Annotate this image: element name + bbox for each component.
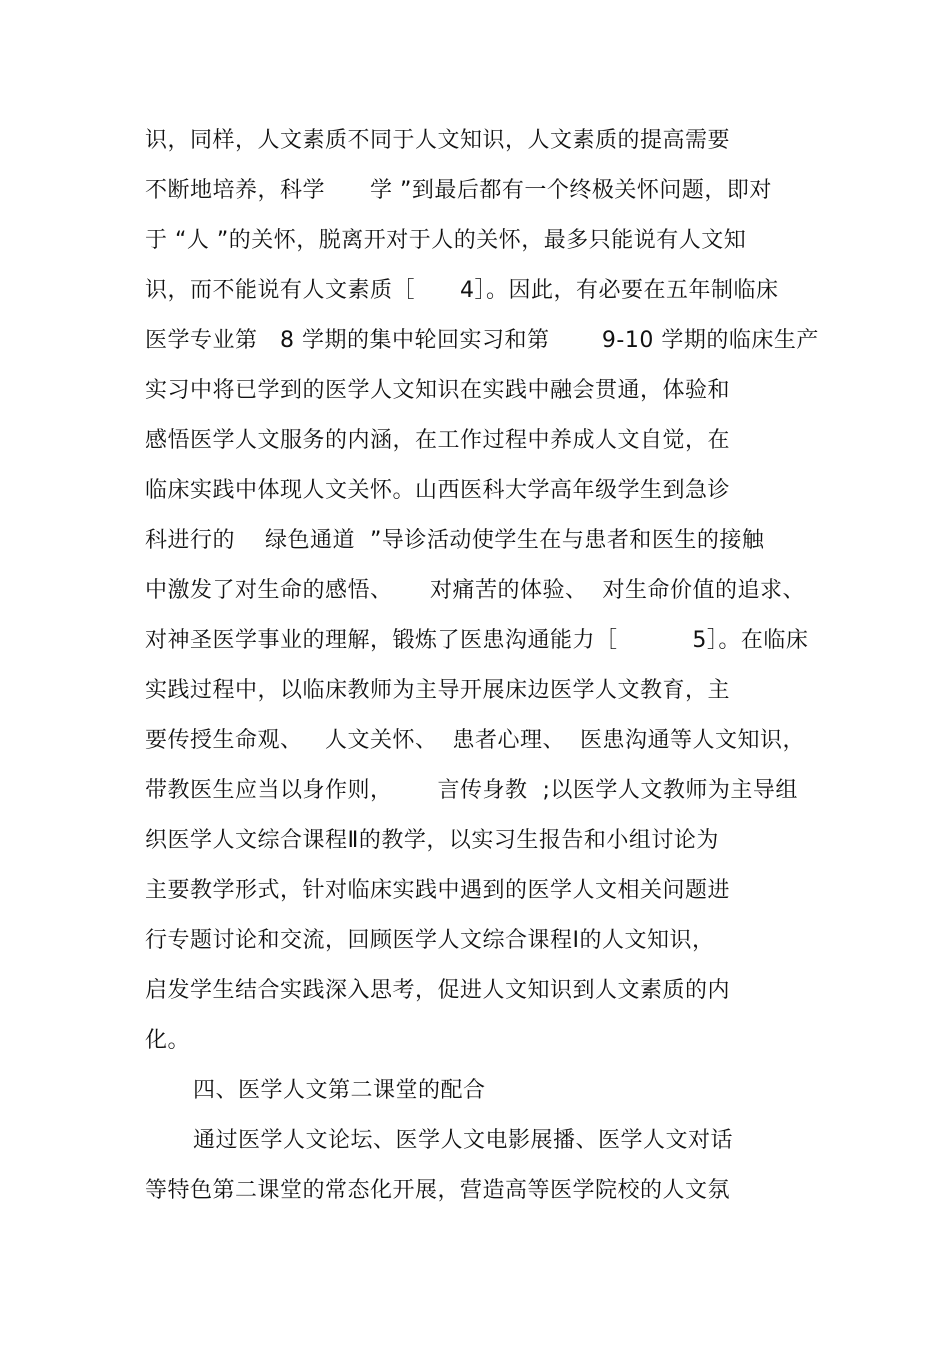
paragraph-line: 织医学人文综合课程Ⅱ的教学，以实习生报告和小组讨论为 (145, 828, 719, 853)
paragraph-line: 中激发了对生命的感悟、 对痛苦的体验、 对生命价值的追求、 (145, 578, 805, 603)
paragraph-line: 要传授生命观、 人文关怀、 患者心理、 医患沟通等人文知识， (145, 728, 805, 753)
paragraph-line: 实践过程中，以临床教师为主导开展床边医学人文教育，主 (145, 678, 731, 703)
paragraph-line: 启发学生结合实践深入思考，促进人文知识到人文素质的内 (145, 978, 731, 1003)
paragraph-line: 识，而不能说有人文素质［ 4］。因此，有必要在五年制临床 (145, 278, 779, 303)
paragraph-line: 主要教学形式，针对临床实践中遇到的医学人文相关问题进 (145, 878, 731, 903)
paragraph-line: 通过医学人文论坛、医学人文电影展播、医学人文对话 (193, 1128, 734, 1153)
paragraph-line: 实习中将已学到的医学人文知识在实践中融会贯通，体验和 (145, 378, 731, 403)
paragraph-line: 化。 (145, 1028, 191, 1053)
paragraph-line: 不断地培养，科学 学 ”到最后都有一个终极关怀问题，即对 (145, 178, 772, 203)
paragraph-line: 带教医生应当以身作则， 言传身教 ;以医学人文教师为主导组 (145, 778, 798, 803)
paragraph-line: 行专题讨论和交流，回顾医学人文综合课程Ⅰ的人文知识， (145, 928, 715, 953)
paragraph-line: 等特色第二课堂的常态化开展，营造高等医学院校的人文氛 (145, 1178, 731, 1203)
paragraph-line: 医学专业第 8 学期的集中轮回实习和第 9-10 学期的临床生产 (145, 328, 819, 353)
paragraph-line: 识，同样，人文素质不同于人文知识，人文素质的提高需要 (145, 128, 731, 153)
paragraph-line: 于 “人 ”的关怀，脱离开对于人的关怀，最多只能说有人文知 (145, 228, 747, 253)
paragraph-line: 对神圣医学事业的理解，锻炼了医患沟通能力［ 5］。在临床 (145, 628, 809, 653)
paragraph-line: 科进行的 绿色通道 ”导诊活动使学生在与患者和医生的接触 (145, 528, 765, 553)
section-heading: 四、医学人文第二课堂的配合 (193, 1078, 486, 1103)
paragraph-line: 感悟医学人文服务的内涵，在工作过程中养成人文自觉，在 (145, 428, 731, 453)
paragraph-line: 临床实践中体现人文关怀。山西医科大学高年级学生到急诊 (145, 478, 731, 503)
